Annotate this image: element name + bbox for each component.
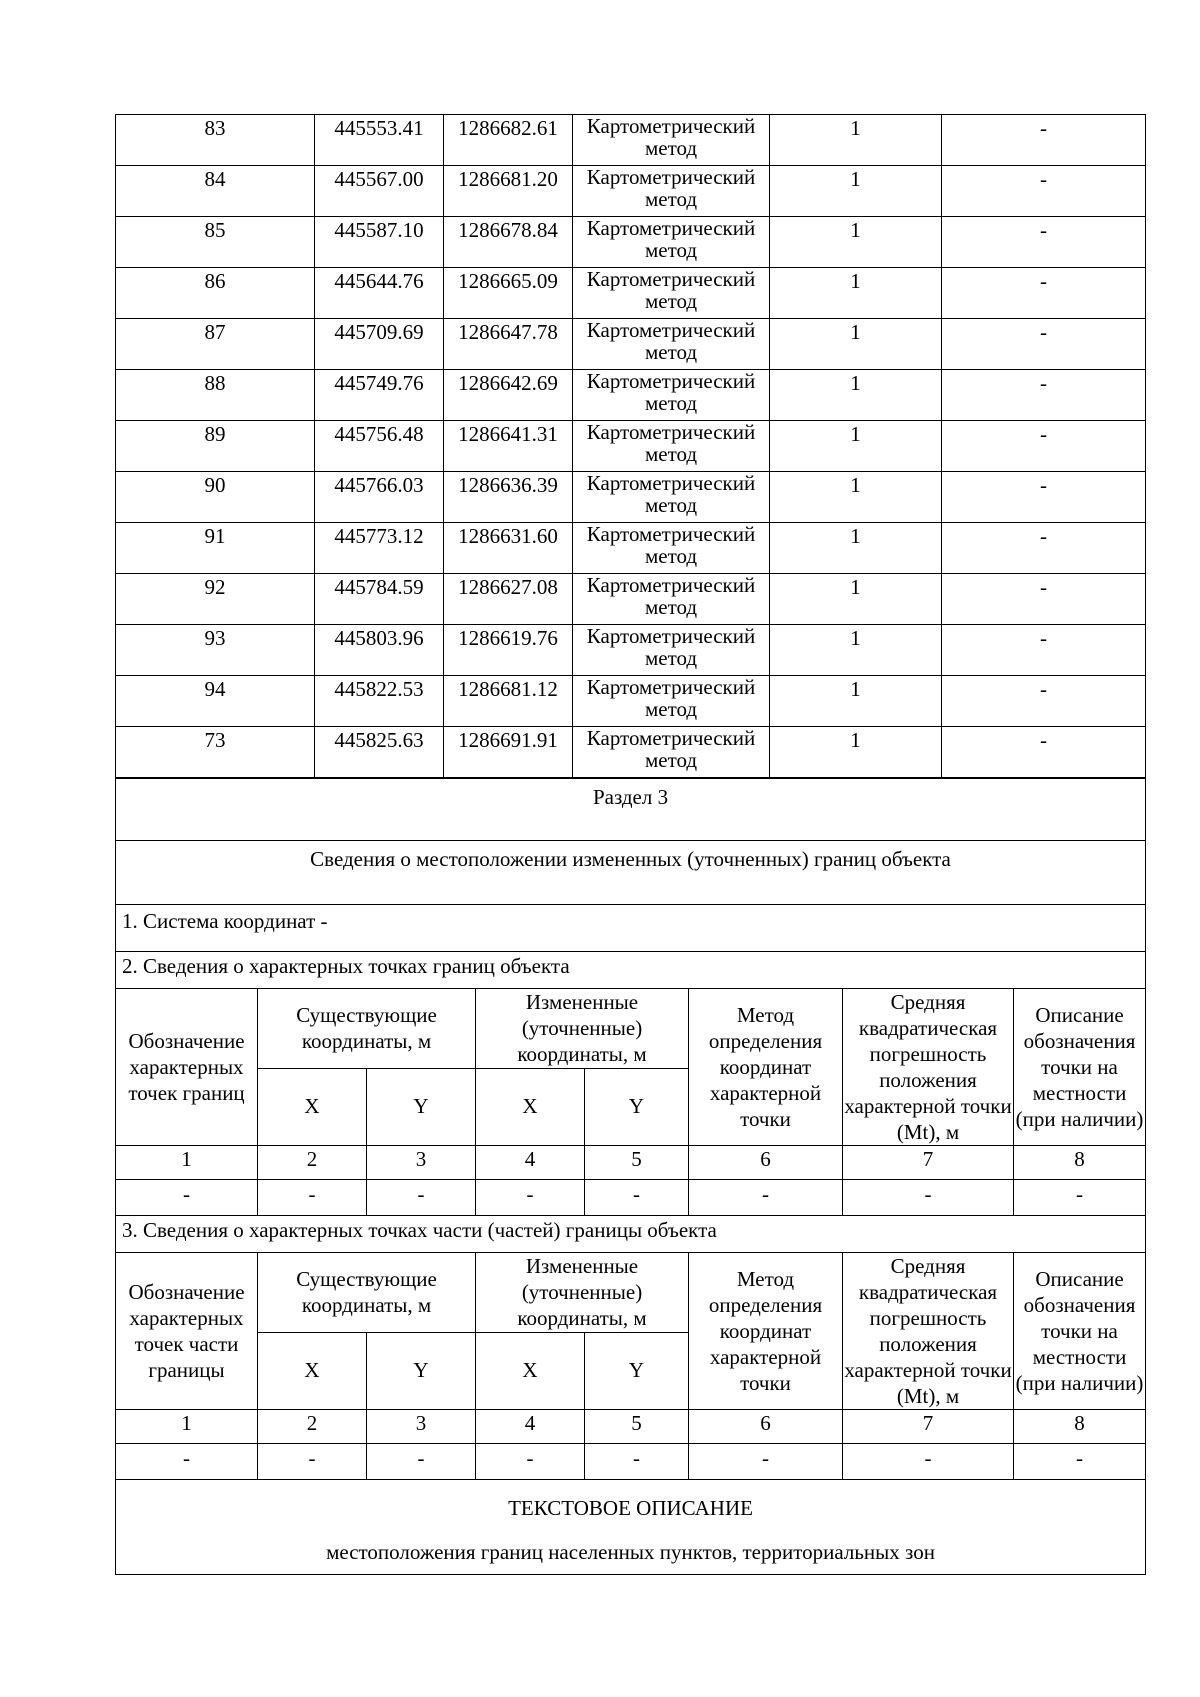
method <box>573 166 770 217</box>
points-title: 2. Сведения о характерных точках границ объекта <box>116 952 1146 989</box>
empty-cell: - <box>476 1444 585 1480</box>
coord-x: 445773.12 <box>315 523 444 574</box>
header-changed-coords: Измененные (уточненные) координаты, м <box>476 989 689 1069</box>
coord-x: 445749.76 <box>315 370 444 421</box>
method-line-2: метод <box>644 697 698 721</box>
description: - <box>942 676 1146 727</box>
point-number: 89 <box>116 421 315 472</box>
coord-x: 445756.48 <box>315 421 444 472</box>
description: - <box>942 166 1146 217</box>
empty-cell: - <box>1014 1444 1146 1480</box>
method-line-1: Картометрический <box>586 114 756 138</box>
coord-y: 1286631.60 <box>444 523 573 574</box>
method <box>573 421 770 472</box>
method <box>573 727 770 778</box>
table-row <box>116 370 1146 421</box>
method-line-1: Картометрический <box>586 675 756 699</box>
method <box>573 268 770 319</box>
empty-cell: - <box>476 1180 585 1216</box>
description: - <box>942 625 1146 676</box>
method-line-2: метод <box>644 595 698 619</box>
method <box>573 472 770 523</box>
table-row <box>116 421 1146 472</box>
column-number: 5 <box>585 1410 689 1444</box>
header-y: Y <box>367 1068 476 1146</box>
document-page <box>115 114 1145 1575</box>
coord-y: 1286647.78 <box>444 319 573 370</box>
column-number: 8 <box>1014 1410 1146 1444</box>
method-line-2: метод <box>644 646 698 670</box>
accuracy: 1 <box>770 523 942 574</box>
empty-cell: - <box>1014 1180 1146 1216</box>
empty-cell: - <box>367 1444 476 1480</box>
description: - <box>942 523 1146 574</box>
method-line-2: метод <box>644 544 698 568</box>
method-line-1: Картометрический <box>586 624 756 648</box>
coord-y: 1286636.39 <box>444 472 573 523</box>
column-number: 8 <box>1014 1146 1146 1180</box>
accuracy: 1 <box>770 115 942 166</box>
section-subtitle: Сведения о местоположении измененных (уточненных) границ объекта <box>116 841 1146 905</box>
column-number: 3 <box>367 1410 476 1444</box>
method-line-1: Картометрический <box>586 471 756 495</box>
method <box>573 370 770 421</box>
coord-y: 1286681.12 <box>444 676 573 727</box>
empty-cell: - <box>116 1444 258 1480</box>
method-line-2: метод <box>644 493 698 517</box>
method-line-1: Картометрический <box>586 420 756 444</box>
column-number: 3 <box>367 1146 476 1180</box>
method-line-2: метод <box>644 748 698 772</box>
coord-x: 445553.41 <box>315 115 444 166</box>
header-changed-coords: Измененные (уточненные) координаты, м <box>476 1253 689 1333</box>
method <box>573 625 770 676</box>
description: - <box>942 217 1146 268</box>
header-method: Метод определения координат характерной точки <box>689 989 843 1146</box>
method-line-1: Картометрический <box>586 165 756 189</box>
header-method: Метод определения координат характерной точки <box>689 1253 843 1410</box>
header-description: Описание обозначения точки на местности (при наличии) <box>1014 1253 1146 1410</box>
header-x: X <box>258 1332 367 1410</box>
table-row <box>116 625 1146 676</box>
point-number: 83 <box>116 115 315 166</box>
coord-x: 445766.03 <box>315 472 444 523</box>
method-line-1: Картометрический <box>586 216 756 240</box>
point-number: 85 <box>116 217 315 268</box>
table-row <box>116 166 1146 217</box>
empty-cell: - <box>258 1444 367 1480</box>
method <box>573 574 770 625</box>
method-line-2: метод <box>644 187 698 211</box>
column-number: 4 <box>476 1146 585 1180</box>
method-line-2: метод <box>644 391 698 415</box>
point-number: 90 <box>116 472 315 523</box>
header-accuracy: Средняя квадратическая погрешность положения характерной точки (Mt), м <box>844 1254 1012 1408</box>
description: - <box>942 319 1146 370</box>
accuracy: 1 <box>770 472 942 523</box>
table-row <box>116 574 1146 625</box>
table-row <box>116 676 1146 727</box>
text-description-title: ТЕКСТОВОЕ ОПИСАНИЕ <box>508 1496 753 1520</box>
header-designation: Обозначение характерных точек части границы <box>116 1253 258 1410</box>
description: - <box>942 421 1146 472</box>
description: - <box>942 370 1146 421</box>
coord-x: 445644.76 <box>315 268 444 319</box>
accuracy: 1 <box>770 421 942 472</box>
section-3-table <box>115 778 1146 1575</box>
method-line-2: метод <box>644 289 698 313</box>
method <box>573 319 770 370</box>
header-x: X <box>258 1068 367 1146</box>
point-number: 92 <box>116 574 315 625</box>
coord-x: 445822.53 <box>315 676 444 727</box>
method-line-1: Картометрический <box>586 267 756 291</box>
point-number: 91 <box>116 523 315 574</box>
column-number: 7 <box>843 1146 1014 1180</box>
section-title: Раздел 3 <box>116 779 1146 841</box>
column-number: 6 <box>689 1146 843 1180</box>
table-row <box>116 268 1146 319</box>
header-existing-coords: Существующие координаты, м <box>258 1253 476 1333</box>
column-number: 2 <box>258 1410 367 1444</box>
table-row <box>116 727 1146 778</box>
header-existing-coords: Существующие координаты, м <box>258 989 476 1069</box>
empty-cell: - <box>258 1180 367 1216</box>
accuracy: 1 <box>770 268 942 319</box>
empty-cell: - <box>689 1180 843 1216</box>
coord-x: 445825.63 <box>315 727 444 778</box>
accuracy: 1 <box>770 370 942 421</box>
coord-x: 445567.00 <box>315 166 444 217</box>
table-row <box>116 217 1146 268</box>
method-line-2: метод <box>644 340 698 364</box>
coord-x: 445587.10 <box>315 217 444 268</box>
header-x: X <box>476 1068 585 1146</box>
text-description <box>116 1480 1146 1575</box>
method <box>573 523 770 574</box>
method-line-2: метод <box>644 442 698 466</box>
method-line-1: Картометрический <box>586 573 756 597</box>
method-line-1: Картометрический <box>586 318 756 342</box>
coord-y: 1286691.91 <box>444 727 573 778</box>
accuracy: 1 <box>770 574 942 625</box>
coord-x: 445784.59 <box>315 574 444 625</box>
method-line-1: Картометрический <box>586 726 756 750</box>
description: - <box>942 268 1146 319</box>
table-row <box>116 319 1146 370</box>
coordinates-table <box>115 114 1146 778</box>
header-description: Описание обозначения точки на местности (при наличии) <box>1014 989 1146 1146</box>
header-y: Y <box>585 1068 689 1146</box>
point-number: 93 <box>116 625 315 676</box>
header-y: Y <box>367 1332 476 1410</box>
method-line-1: Картометрический <box>586 522 756 546</box>
table-row <box>116 523 1146 574</box>
point-number: 87 <box>116 319 315 370</box>
description: - <box>942 472 1146 523</box>
column-number: 6 <box>689 1410 843 1444</box>
description: - <box>942 727 1146 778</box>
coordinate-system: 1. Система координат - <box>116 905 1146 952</box>
point-number: 94 <box>116 676 315 727</box>
description: - <box>942 574 1146 625</box>
column-number: 2 <box>258 1146 367 1180</box>
coord-y: 1286627.08 <box>444 574 573 625</box>
coord-x: 445803.96 <box>315 625 444 676</box>
accuracy: 1 <box>770 166 942 217</box>
header-x: X <box>476 1332 585 1410</box>
method <box>573 115 770 166</box>
empty-cell: - <box>367 1180 476 1216</box>
empty-cell: - <box>843 1444 1014 1480</box>
empty-cell: - <box>843 1180 1014 1216</box>
empty-cell: - <box>585 1444 689 1480</box>
header-designation: Обозначение характерных точек границ <box>116 989 258 1146</box>
header-y: Y <box>585 1332 689 1410</box>
description: - <box>942 115 1146 166</box>
accuracy: 1 <box>770 727 942 778</box>
method <box>573 217 770 268</box>
coord-y: 1286665.09 <box>444 268 573 319</box>
coord-y: 1286642.69 <box>444 370 573 421</box>
empty-cell: - <box>585 1180 689 1216</box>
column-number: 1 <box>116 1410 258 1444</box>
point-number: 73 <box>116 727 315 778</box>
parts-title: 3. Сведения о характерных точках части (частей) границы объекта <box>116 1216 1146 1253</box>
method-line-2: метод <box>644 238 698 262</box>
empty-cell: - <box>689 1444 843 1480</box>
header-accuracy: Средняя квадратическая погрешность положения характерной точки (Mt), м <box>844 990 1012 1144</box>
accuracy: 1 <box>770 217 942 268</box>
point-number: 88 <box>116 370 315 421</box>
accuracy: 1 <box>770 625 942 676</box>
point-number: 84 <box>116 166 315 217</box>
coord-y: 1286641.31 <box>444 421 573 472</box>
coord-y: 1286682.61 <box>444 115 573 166</box>
table-row <box>116 472 1146 523</box>
text-description-subtitle: местоположения границ населенных пунктов, территориальных зон <box>326 1540 935 1564</box>
method <box>573 676 770 727</box>
accuracy: 1 <box>770 319 942 370</box>
column-number: 4 <box>476 1410 585 1444</box>
empty-cell: - <box>116 1180 258 1216</box>
method-line-1: Картометрический <box>586 369 756 393</box>
method-line-2: метод <box>644 136 698 160</box>
accuracy: 1 <box>770 676 942 727</box>
column-number: 1 <box>116 1146 258 1180</box>
coord-y: 1286619.76 <box>444 625 573 676</box>
coord-y: 1286678.84 <box>444 217 573 268</box>
coord-x: 445709.69 <box>315 319 444 370</box>
point-number: 86 <box>116 268 315 319</box>
table-row <box>116 115 1146 166</box>
column-number: 5 <box>585 1146 689 1180</box>
column-number: 7 <box>843 1410 1014 1444</box>
coord-y: 1286681.20 <box>444 166 573 217</box>
